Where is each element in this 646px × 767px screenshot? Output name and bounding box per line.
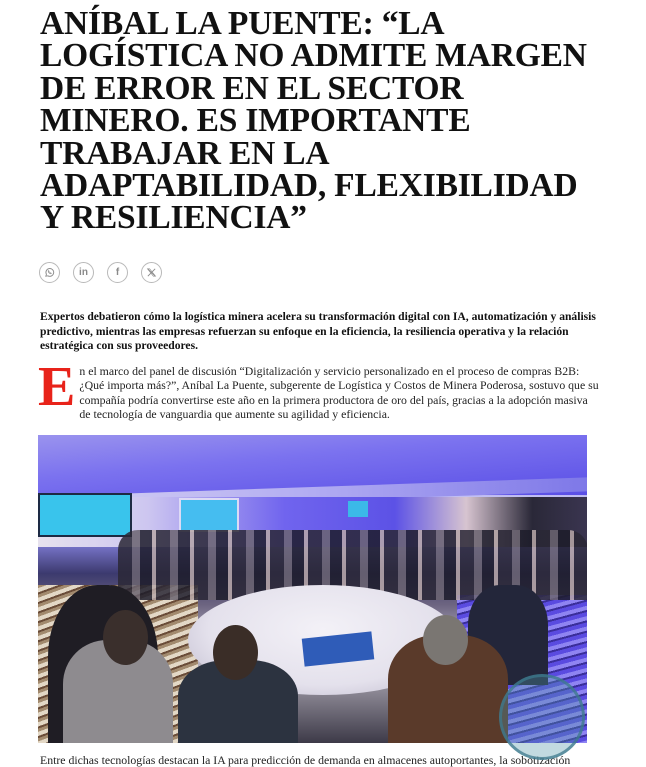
- article-title: ANÍBAL LA PUENTE: “LA LOGÍSTICA NO ADMITE MARGEN DE ERROR EN EL SECTOR MINERO. ES IMPORTANTE TRABAJAR EN LA ADAPTABILIDAD, FLEXIBILIDAD Y RESILIENCIA”: [40, 5, 587, 237]
- photo-attendee-head: [423, 615, 468, 665]
- share-facebook-button[interactable]: [107, 262, 128, 283]
- share-bar: [39, 262, 162, 283]
- article-next-paragraph: Entre dichas tecnologías destacan la IA para predicción de demanda en almacenes autoportantes, la sobotización: [40, 753, 571, 767]
- share-linkedin-button[interactable]: [73, 262, 94, 283]
- drop-cap: E: [38, 356, 76, 418]
- facebook-icon: f: [115, 266, 120, 278]
- photo-screen-right: [348, 501, 368, 517]
- linkedin-icon: in: [79, 266, 88, 278]
- article-lead: Expertos debatieron cómo la logística minera acelera su transformación digital con IA, automatización y análisis predictivo, mientras las empresas refuerzan su enfoque en la eficiencia, la resiliencia operativa y la relación estratégica con sus proveedores.: [40, 310, 596, 353]
- whatsapp-icon: [44, 267, 55, 278]
- photo-attendee-head: [213, 625, 258, 680]
- article-first-paragraph: [38, 356, 600, 422]
- photo-screen-left: [38, 493, 132, 537]
- share-whatsapp-button[interactable]: [39, 262, 60, 283]
- photo-screen-center: [179, 498, 239, 532]
- article-header: [40, 0, 600, 235]
- photo-attendee-head: [103, 610, 148, 665]
- share-x-button[interactable]: [141, 262, 162, 283]
- x-icon: [146, 267, 157, 278]
- first-paragraph-text: n el marco del panel de discusión “Digitalización y servicio personalizado en el proceso de compras B2B: ¿Qué importa más?”, Aníbal La Puente, subgerente de Logística y Costos de Minera Poderosa, sostuvo que su compañía podría convertirse este año en la primera productora de oro del país, gracias a la adopción masiva de tecnología de vanguardia que aumente su agilidad y eficiencia.: [79, 364, 599, 422]
- floating-action-button[interactable]: [499, 674, 585, 760]
